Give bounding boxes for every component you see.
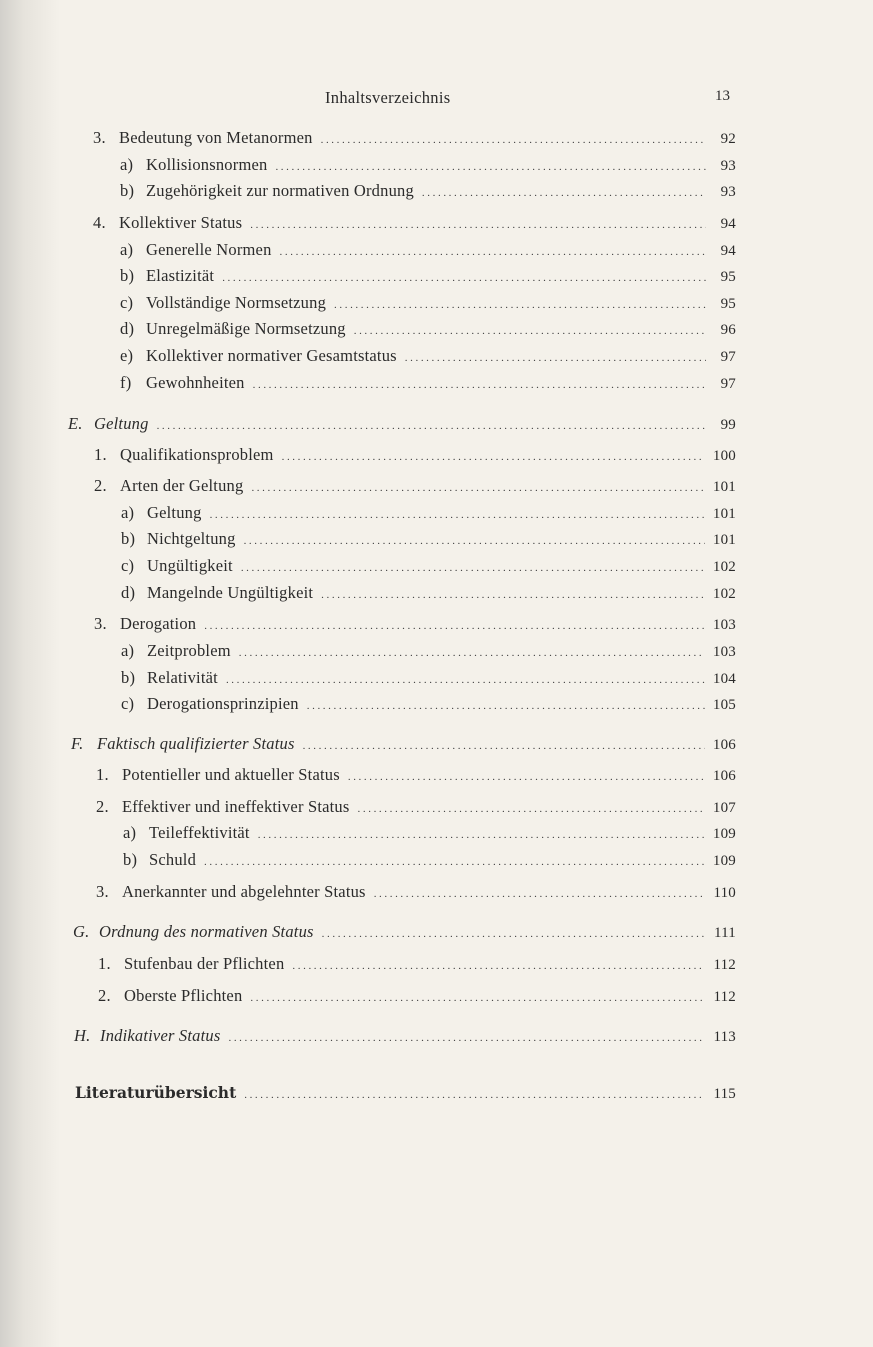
entry-title: Teileffektivität [149, 823, 250, 842]
entry-page: 93 [720, 158, 736, 174]
toc-entry [96, 882, 736, 902]
entry-page: 106 [712, 737, 736, 753]
toc-entry [98, 954, 736, 974]
toc-entry [120, 346, 736, 366]
section-title: Geltung [94, 414, 149, 433]
toc-entry [121, 641, 736, 661]
dot-leader [358, 803, 705, 815]
entry-title: Anerkannter und abgelehnter Status [122, 882, 366, 901]
toc-section-entry [74, 1026, 736, 1046]
toc-entry [121, 529, 736, 549]
entry-number: a) [120, 155, 134, 174]
entry-title: Geltung [147, 503, 202, 522]
entry-title: Schuld [149, 850, 197, 869]
page-gutter-shadow [0, 0, 60, 1347]
entry-page: 103 [712, 617, 736, 633]
entry-number: 1. [94, 445, 107, 464]
entry-number: 3. [96, 882, 109, 901]
entry-title: Relativität [147, 668, 218, 687]
entry-title: Zeitproblem [147, 641, 231, 660]
toc-entry [120, 319, 736, 339]
toc-entry [98, 986, 736, 1006]
toc-entry [121, 503, 736, 523]
entry-title: Qualifikationsproblem [120, 445, 274, 464]
entry-page: 112 [713, 957, 736, 973]
entry-number: 2. [96, 797, 109, 816]
section-title: Ordnung des normativen Status [99, 922, 314, 941]
dot-leader [405, 352, 706, 364]
dot-leader [348, 771, 705, 783]
entry-title: Bedeutung von Metanormen [119, 128, 313, 147]
toc-entry [120, 240, 736, 260]
dot-leader [157, 420, 706, 432]
toc-entry [120, 266, 736, 286]
entry-title: Kollektiver Status [119, 213, 243, 232]
entry-page: 95 [720, 296, 736, 312]
dot-leader [282, 451, 705, 463]
entry-number: b) [120, 266, 135, 285]
toc-entry [121, 556, 736, 576]
dot-leader [241, 562, 705, 574]
entry-title: Ungültigkeit [147, 556, 233, 575]
entry-number: a) [121, 503, 135, 522]
toc-entry [93, 213, 736, 233]
dot-leader [250, 992, 705, 1004]
toc-entry [120, 293, 736, 313]
entry-number: e) [120, 346, 134, 365]
entry-number: 3. [93, 128, 106, 147]
dot-leader [374, 888, 706, 900]
dot-leader [244, 535, 705, 547]
toc-entry [120, 373, 736, 393]
dot-leader [251, 482, 704, 494]
entry-title: Kollektiver normativer Gesamtstatus [146, 346, 397, 365]
entry-title: Mangelnde Ungültigkeit [147, 583, 314, 602]
toc-entry [120, 181, 736, 201]
dot-leader [210, 509, 705, 521]
dot-leader [222, 272, 706, 284]
toc-entry [121, 668, 736, 688]
entry-title: Generelle Normen [146, 240, 272, 259]
entry-page: 109 [712, 826, 736, 842]
running-title: Inhaltsverzeichnis [325, 88, 451, 107]
section-title: Indikativer Status [100, 1026, 221, 1045]
dot-leader [226, 674, 705, 686]
toc-entry [121, 583, 736, 603]
entry-page: 96 [720, 322, 736, 338]
toc-entry [94, 445, 736, 465]
entry-page: 97 [720, 349, 736, 365]
entry-page: 102 [712, 586, 736, 602]
dot-leader [204, 856, 705, 868]
dot-leader [258, 829, 705, 841]
entry-page: 99 [720, 417, 736, 433]
entry-page: 104 [712, 671, 736, 687]
entry-title: Potentieller und aktueller Status [122, 765, 340, 784]
entry-number: f) [120, 373, 132, 392]
toc-entry [121, 694, 736, 714]
dot-leader [280, 246, 706, 258]
entry-number: 3. [94, 614, 107, 633]
entry-page: 111 [714, 925, 736, 941]
entry-page: 115 [713, 1086, 736, 1102]
entry-page: 97 [720, 376, 736, 392]
entry-title: Oberste Pflichten [124, 986, 243, 1005]
section-letter: H. [74, 1026, 91, 1045]
header-page-number: 13 [715, 88, 730, 104]
entry-title: Derogation [120, 614, 197, 633]
entry-number: d) [120, 319, 135, 338]
entry-page: 110 [713, 885, 736, 901]
entry-page: 101 [712, 479, 736, 495]
section-letter: E. [68, 414, 83, 433]
entry-title: Elastizität [146, 266, 215, 285]
dot-leader [321, 134, 706, 146]
dot-leader [275, 161, 706, 173]
entry-page: 113 [713, 1029, 736, 1045]
entry-number: b) [120, 181, 135, 200]
toc-section-entry [71, 734, 736, 754]
toc-entry [120, 155, 736, 175]
toc-section-entry [68, 414, 736, 434]
entry-number: 2. [94, 476, 107, 495]
entry-number: c) [121, 556, 135, 575]
section-title: Faktisch qualifizierter Status [97, 734, 295, 753]
toc-entry [94, 476, 736, 496]
entry-page: 94 [720, 243, 736, 259]
entry-page: 112 [713, 989, 736, 1005]
entry-page: 109 [712, 853, 736, 869]
entry-number: 4. [93, 213, 106, 232]
entry-number: 2. [98, 986, 111, 1005]
section-letter: G. [73, 922, 90, 941]
entry-number: b) [121, 668, 136, 687]
dot-leader [239, 647, 705, 659]
entry-number: a) [120, 240, 134, 259]
entry-page: 95 [720, 269, 736, 285]
dot-leader [253, 379, 706, 391]
entry-number: c) [121, 694, 135, 713]
dot-leader [292, 960, 705, 972]
dot-leader [228, 1032, 705, 1044]
entry-page: 103 [712, 644, 736, 660]
dot-leader [322, 928, 706, 940]
dot-leader [303, 740, 705, 752]
entry-number: b) [123, 850, 138, 869]
dot-leader [334, 299, 706, 311]
entry-number: a) [123, 823, 137, 842]
entry-page: 106 [712, 768, 736, 784]
entry-page: 101 [712, 506, 736, 522]
dot-leader [204, 620, 705, 632]
entry-title: Arten der Geltung [120, 476, 244, 495]
dot-leader [250, 219, 706, 231]
entry-number: a) [121, 641, 135, 660]
entry-number: b) [121, 529, 136, 548]
toc-entry [123, 850, 736, 870]
toc-entry [93, 128, 736, 148]
entry-page: 100 [712, 448, 736, 464]
toc-bibliography-entry [75, 1083, 736, 1103]
entry-title: Stufenbau der Pflichten [124, 954, 285, 973]
entry-page: 94 [720, 216, 736, 232]
entry-title: Unregelmäßige Normsetzung [146, 319, 346, 338]
toc-section-entry [73, 922, 736, 942]
running-header [0, 88, 873, 108]
toc-entry [94, 614, 736, 634]
toc-entry [96, 765, 736, 785]
entry-title: Vollständige Normsetzung [146, 293, 327, 312]
dot-leader [354, 325, 706, 337]
entry-title: Derogationsprinzipien [147, 694, 299, 713]
toc-entry [96, 797, 736, 817]
entry-page: 102 [712, 559, 736, 575]
entry-title: Kollisionsnormen [146, 155, 268, 174]
entry-number: c) [120, 293, 134, 312]
bibliography-title: Literaturübersicht [75, 1083, 237, 1102]
dot-leader [307, 700, 705, 712]
toc-entry [123, 823, 736, 843]
entry-page: 101 [712, 532, 736, 548]
entry-number: d) [121, 583, 136, 602]
entry-number: 1. [98, 954, 111, 973]
entry-title: Zugehörigkeit zur normativen Ordnung [146, 181, 414, 200]
section-letter: F. [71, 734, 84, 753]
entry-number: 1. [96, 765, 109, 784]
entry-page: 92 [720, 131, 736, 147]
entry-title: Nichtgeltung [147, 529, 236, 548]
entry-title: Gewohnheiten [146, 373, 245, 392]
dot-leader [244, 1089, 705, 1101]
dot-leader [321, 589, 705, 601]
entry-page: 93 [720, 184, 736, 200]
entry-page: 107 [712, 800, 736, 816]
entry-title: Effektiver und ineffektiver Status [122, 797, 350, 816]
entry-page: 105 [712, 697, 736, 713]
dot-leader [422, 187, 706, 199]
